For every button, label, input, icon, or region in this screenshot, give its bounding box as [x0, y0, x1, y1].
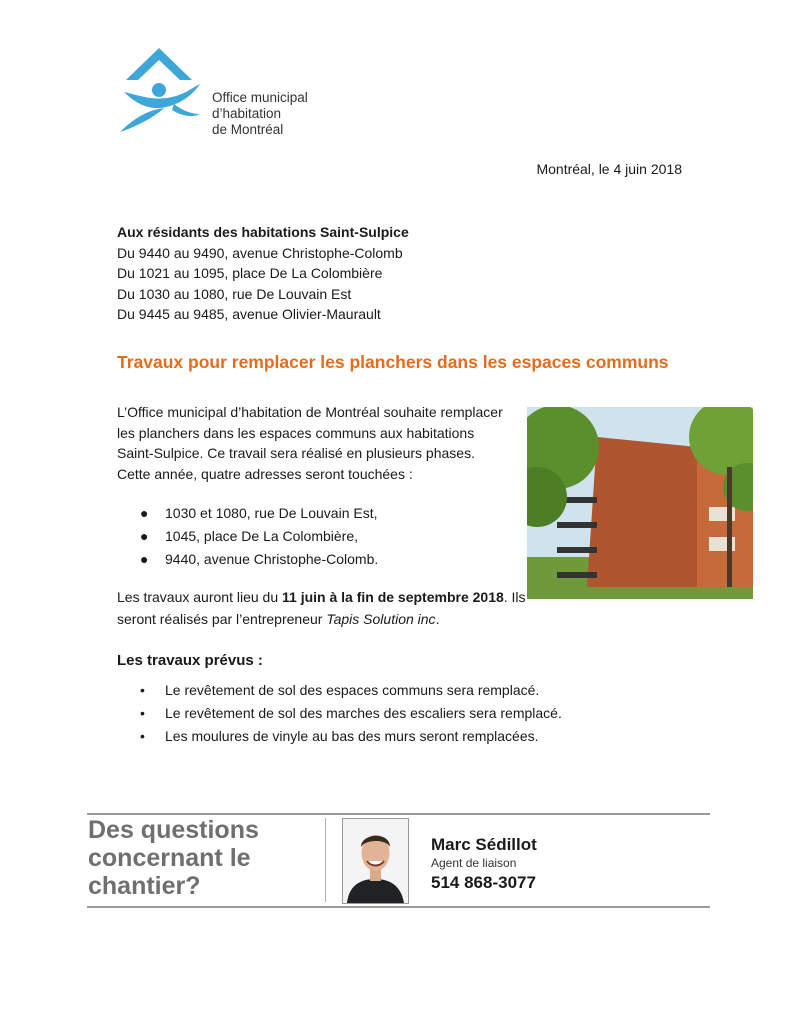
- list-item-text: 1030 et 1080, rue De Louvain Est,: [165, 505, 378, 521]
- planned-works-list: [140, 679, 562, 748]
- footer-vertical-divider: [325, 818, 326, 902]
- schedule-prefix: Les travaux auront lieu du: [117, 589, 282, 605]
- footer-question-line: Des questions: [88, 816, 259, 844]
- list-item: [140, 525, 378, 548]
- recipient-address: Du 1021 au 1095, place De La Colombière: [117, 265, 383, 282]
- list-item: [140, 725, 562, 748]
- list-item: [140, 702, 562, 725]
- list-item: [140, 679, 562, 702]
- recipient-block: [117, 222, 409, 325]
- bullet-icon: •: [140, 728, 145, 744]
- phase-address-list: [140, 502, 378, 571]
- footer-question-line: concernant le: [88, 844, 251, 872]
- omhm-logo-icon: [116, 44, 208, 136]
- recipient-address: Du 1030 au 1080, rue De Louvain Est: [117, 285, 352, 302]
- list-item: [140, 548, 378, 571]
- bullet-icon: •: [140, 682, 145, 698]
- headline: Travaux pour remplacer les planchers dans les espaces communs: [117, 352, 669, 372]
- footer-question: [88, 816, 259, 900]
- bullet-icon: ●: [140, 528, 149, 544]
- recipient-address: Du 9445 au 9485, avenue Olivier-Maurault: [117, 306, 381, 323]
- list-item-text: 1045, place De La Colombière,: [165, 528, 359, 544]
- recipient-address: Du 9440 au 9490, avenue Christophe-Colomb: [117, 244, 403, 261]
- omhm-logo: [116, 44, 336, 144]
- bullet-icon: ●: [140, 551, 149, 567]
- bullet-icon: ●: [140, 505, 149, 521]
- letter-date: Montréal, le 4 juin 2018: [536, 161, 682, 177]
- list-item: [140, 502, 378, 525]
- footer-divider-top: [87, 813, 710, 815]
- contact-phone[interactable]: 514 868-3077: [431, 873, 536, 892]
- contact-name: Marc Sédillot: [431, 835, 537, 854]
- logo-line-3: de Montréal: [212, 122, 284, 137]
- intro-paragraph: L’Office municipal d’habitation de Montréal souhaite remplacer les planchers dans les espaces communs aux habitations Saint-Sulpice. Ce travail sera réalisé en plusieurs phases. Cette année, quatre adresses seront touchées :: [117, 404, 503, 482]
- list-item-text: 9440, avenue Christophe-Colomb.: [165, 551, 379, 567]
- logo-line-1: Office municipal: [212, 90, 308, 105]
- schedule-dates: 11 juin à la fin de septembre 2018: [282, 589, 504, 605]
- planned-works-title: Les travaux prévus :: [117, 652, 263, 669]
- recipient-title: Aux résidants des habitations Saint-Sulpice: [117, 224, 409, 240]
- bullet-icon: •: [140, 705, 145, 721]
- footer-question-line: chantier?: [88, 872, 201, 900]
- list-item-text: Les moulures de vinyle au bas des murs seront remplacées.: [165, 728, 539, 744]
- list-item-text: Le revêtement de sol des espaces communs sera remplacé.: [165, 682, 540, 698]
- building-photo: [527, 407, 753, 599]
- footer-divider-bottom: [87, 906, 710, 908]
- list-item-text: Le revêtement de sol des marches des escaliers sera remplacé.: [165, 705, 562, 721]
- schedule-middle: . Ils seront réalisés par l’entrepreneur: [117, 589, 526, 627]
- contact-portrait: [342, 818, 409, 904]
- contact-role: Agent de liaison: [431, 856, 517, 870]
- logo-line-2: d’habitation: [212, 106, 282, 121]
- schedule-paragraph: [117, 586, 557, 630]
- schedule-suffix: .: [435, 611, 440, 627]
- contractor-name: Tapis Solution inc: [326, 611, 436, 627]
